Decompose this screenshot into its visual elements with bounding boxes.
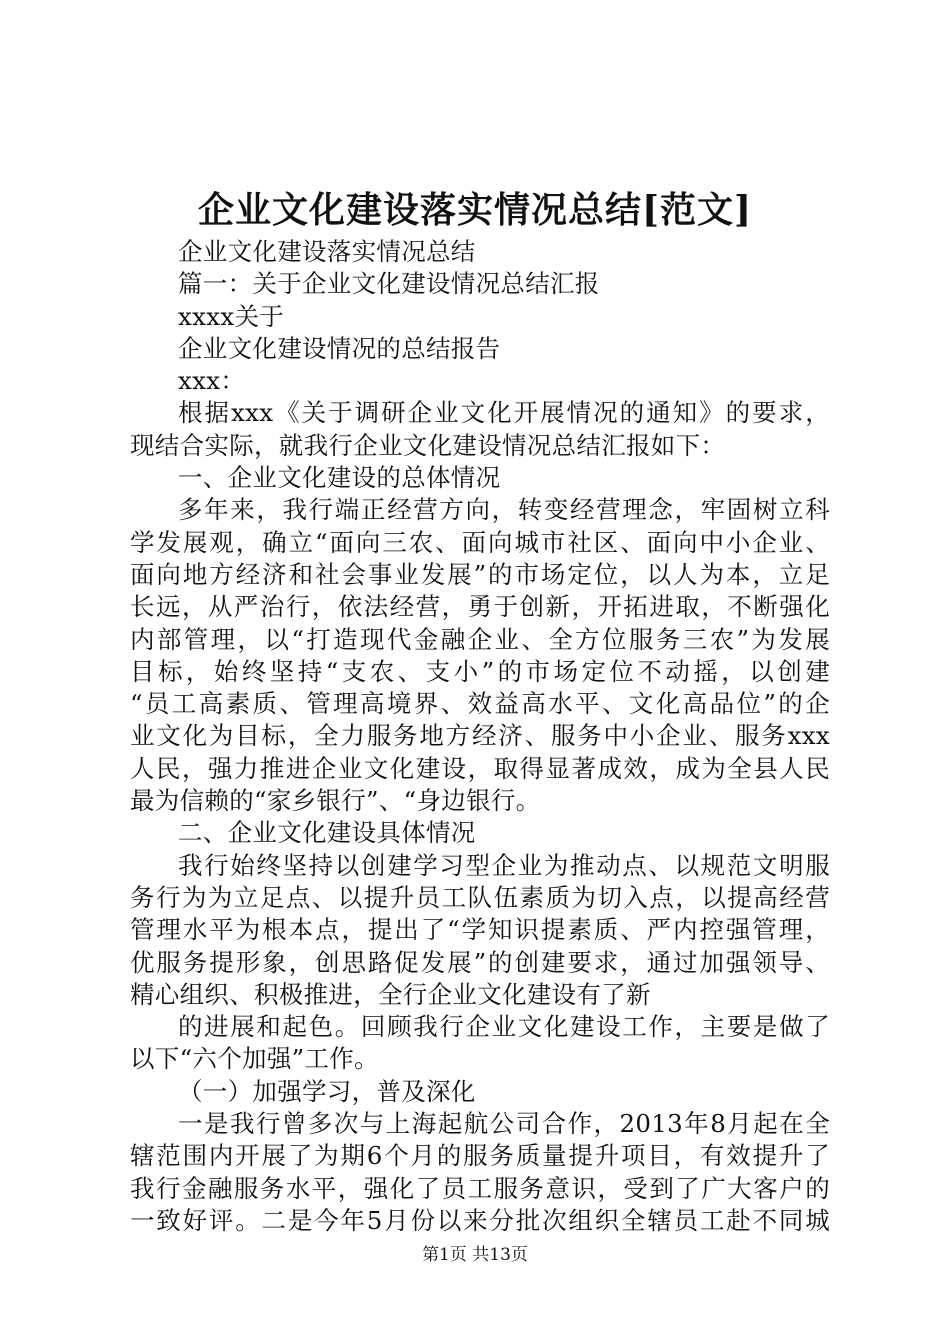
body-line: 我行始终坚持以创建学习型企业为推动点、以规范文明服 (178, 850, 830, 880)
body-line: 企业文化建设情况的总结报告 (178, 333, 501, 363)
body-line: 一是我行曾多次与上海起航公司合作，2013年8月起在全 (178, 1109, 830, 1139)
document-body (130, 236, 830, 1237)
body-line: 精心组织、积极推进，全行企业文化建设有了新 (130, 979, 651, 1009)
body-line: 长远，从严治行，依法经营，勇于创新，开拓进取，不断强化 (130, 592, 830, 622)
body-line: （一）加强学习，普及深化 (178, 1076, 476, 1106)
body-line: 的进展和起色。回顾我行企业文化建设工作，主要是做了 (178, 1012, 830, 1042)
body-line: 目标，始终坚持“支农、支小”的市场定位不动摇，以创建 (130, 656, 830, 686)
body-line: 人民，强力推进企业文化建设，取得显著成效，成为全县人民 (130, 753, 830, 783)
body-line: 现结合实际，就我行企业文化建设情况总结汇报如下： (130, 430, 726, 460)
body-line: “员工高素质、管理高境界、效益高水平、文化高品位”的企 (130, 689, 830, 719)
document-title: 企业文化建设落实情况总结[范文] (197, 189, 753, 231)
body-line: 面向地方经济和社会事业发展”的市场定位，以人为本，立足 (130, 559, 830, 589)
body-line: 篇一：关于企业文化建设情况总结汇报 (178, 269, 600, 299)
body-line: 以下“六个加强”工作。 (130, 1044, 379, 1074)
body-line: 优服务提形象，创思路促发展”的创建要求，通过加强领导、 (130, 947, 830, 977)
body-line: 根据xxx《关于调研企业文化开展情况的通知》的要求， (178, 398, 830, 428)
body-line: xxx： (178, 366, 246, 396)
body-line: 管理水平为根本点，提出了“学知识提素质、严内控强管理， (130, 915, 830, 945)
body-line: 我行金融服务水平，强化了员工服务意识，受到了广大客户的 (130, 1173, 830, 1203)
body-line: 内部管理，以“打造现代金融企业、全方位服务三农”为发展 (130, 624, 830, 654)
body-line: 二、企业文化建设具体情况 (178, 818, 476, 848)
body-line: 最为信赖的“家乡银行”、“身边银行。 (130, 786, 541, 816)
body-line: xxxx关于 (178, 301, 285, 331)
body-line: 辖范围内开展了为期6个月的服务质量提升项目，有效提升了 (130, 1141, 830, 1171)
body-line: 务行为为立足点、以提升员工队伍素质为切入点，以提高经营 (130, 882, 830, 912)
body-line: 多年来，我行端正经营方向，转变经营理念，牢固树立科 (178, 495, 830, 525)
body-line: 一致好评。二是今年5月份以来分批次组织全辖员工赴不同城 (130, 1205, 830, 1235)
body-line: 学发展观，确立“面向三农、面向城市社区、面向中小企业、 (130, 527, 830, 557)
body-line: 一、企业文化建设的总体情况 (178, 463, 501, 493)
body-line: 业文化为目标，全力服务地方经济、服务中小企业、服务xxx (130, 721, 830, 751)
body-line: 企业文化建设落实情况总结 (178, 237, 476, 266)
page-footer: 第1页 共13页 (422, 1245, 528, 1265)
